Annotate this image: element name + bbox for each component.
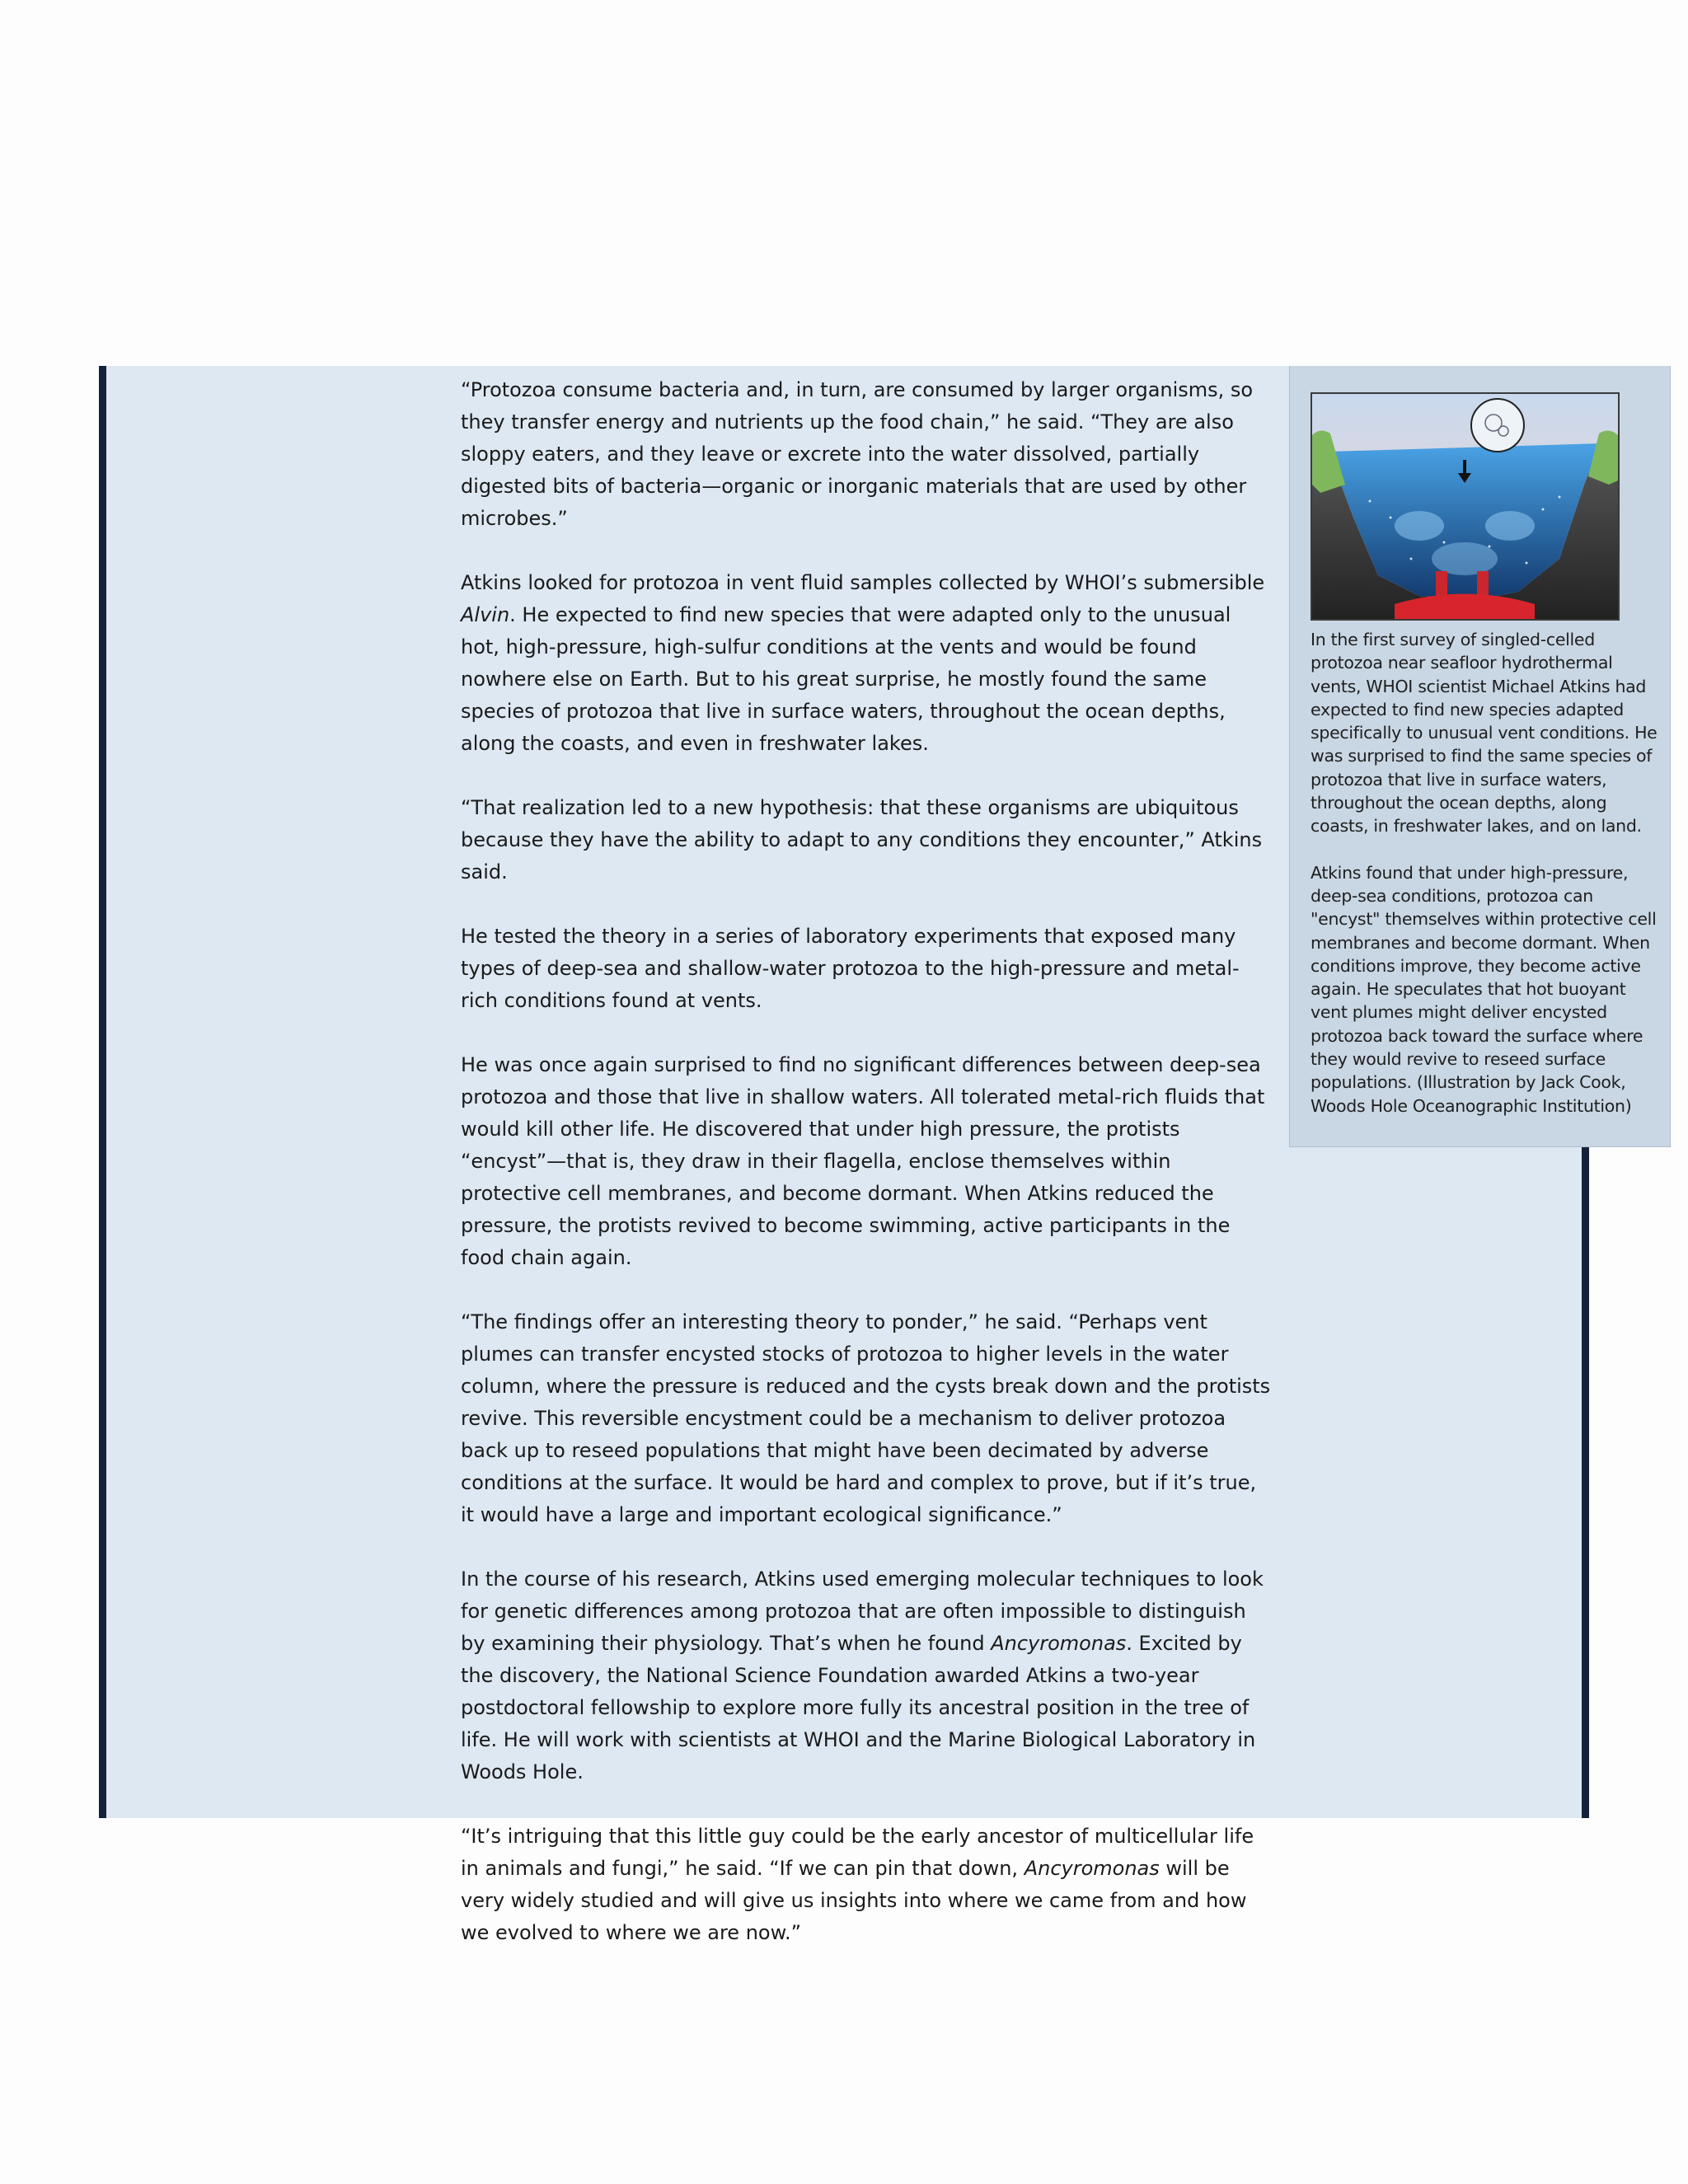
paragraph-4: He tested the theory in a series of laboratory experiments that exposed many types of deep-sea and shallow-water protozoa to the high-pressure and metal-rich conditions found at vents. bbox=[461, 925, 1240, 1012]
paragraph-5: He was once again surprised to find no significant differences between deep-sea protozoa and those that live in shallow waters. All tolerated metal-rich fluids that would kill other life. He discovered that under high pressure, the protists “encyst”—that is, they draw in their flagella, enclose themselves within protective cell membranes, and become dormant. When Atkins reduced the pressure, the protists revived to become swimming, active participants in the food chain again. bbox=[461, 1053, 1265, 1269]
species-name: Ancyromonas bbox=[991, 1632, 1127, 1655]
paragraph-2: Atkins looked for protozoa in vent fluid samples collected by WHOI’s submersible Alvin. He expected to find new species that were adapted only to the unusual hot, high-pressure, high-sulfur conditions at the vents and would be found nowhere else on Earth. But to his great surprise, he mostly found the same species of protozoa that live in surface waters, throughout the ocean depths, along the coasts, and even in freshwater lakes. bbox=[461, 571, 1265, 755]
article-body bbox=[461, 374, 1273, 1981]
caption-paragraph-2: Atkins found that under high-pressure, deep-sea conditions, protozoa can "encyst" themselves within protective cell membranes and become dormant. When conditions improve, they become active again. He speculates that hot buoyant vent plumes might deliver encysted protozoa back toward the surface where they would revive to reseed surface populations. (Illustration by Jack Cook, Woods Hole Oceanographic Institution) bbox=[1311, 862, 1657, 1116]
vent-illustration bbox=[1311, 392, 1620, 621]
paragraph-3: “That realization led to a new hypothesis: that these organisms are ubiquitous because they have the ability to adapt to any conditions they encounter,” Atkins said. bbox=[461, 796, 1263, 883]
magnified-protozoa-bubble bbox=[1471, 399, 1524, 452]
paragraph-8: “It’s intriguing that this little guy could be the early ancestor of multicellular life in animals and fungi,” he said. “If we can pin that down, Ancyromonas will be very widely studied and will give us insights into where we came from and how we evolved to where we are now.” bbox=[461, 1825, 1254, 1944]
submersible-name: Alvin bbox=[461, 603, 510, 626]
figure-caption bbox=[1311, 628, 1661, 1141]
vent-diagram-image bbox=[1312, 394, 1618, 619]
sidebar-figure-panel bbox=[1289, 366, 1671, 1147]
paragraph-7: In the course of his research, Atkins used emerging molecular techniques to look for genetic differences among protozoa that are often impossible to distinguish by examining their physiology. That’s when he found Ancyromonas. Excited by the discovery, the National Science Foundation awarded Atkins a two-year postdoctoral fellowship to explore more fully its ancestral position in the tree of life. He will work with scientists at WHOI and the Marine Biological Laboratory in Woods Hole. bbox=[461, 1568, 1264, 1783]
caption-paragraph-1: In the first survey of singled-celled protozoa near seafloor hydrothermal vents, WHOI scientist Michael Atkins had expected to find new species adapted specifically to unusual vent conditions. He was surprised to find the same species of protozoa that live in surface waters, throughout the ocean depths, along coasts, in freshwater lakes, and on land. bbox=[1311, 630, 1658, 837]
species-name: Ancyromonas bbox=[1024, 1857, 1160, 1880]
paragraph-6: “The findings offer an interesting theory to ponder,” he said. “Perhaps vent plumes can transfer encysted stocks of protozoa to higher levels in the water column, where the pressure is reduced and the cysts break down and the protists revive. This reversible encystment could be a mechanism to deliver protozoa back up to reseed populations that might have been decimated by adverse conditions at the surface. It would be hard and complex to prove, but if it’s true, it would have a large and important ecological significance.” bbox=[461, 1310, 1271, 1526]
paragraph-1: “Protozoa consume bacteria and, in turn, are consumed by larger organisms, so they transfer energy and nutrients up the food chain,” he said. “They are also sloppy eaters, and they leave or excrete into the water dissolved, partially digested bits of bacteria—organic or inorganic materials that are used by other microbes.” bbox=[461, 378, 1254, 530]
article-panel bbox=[99, 366, 1658, 1944]
